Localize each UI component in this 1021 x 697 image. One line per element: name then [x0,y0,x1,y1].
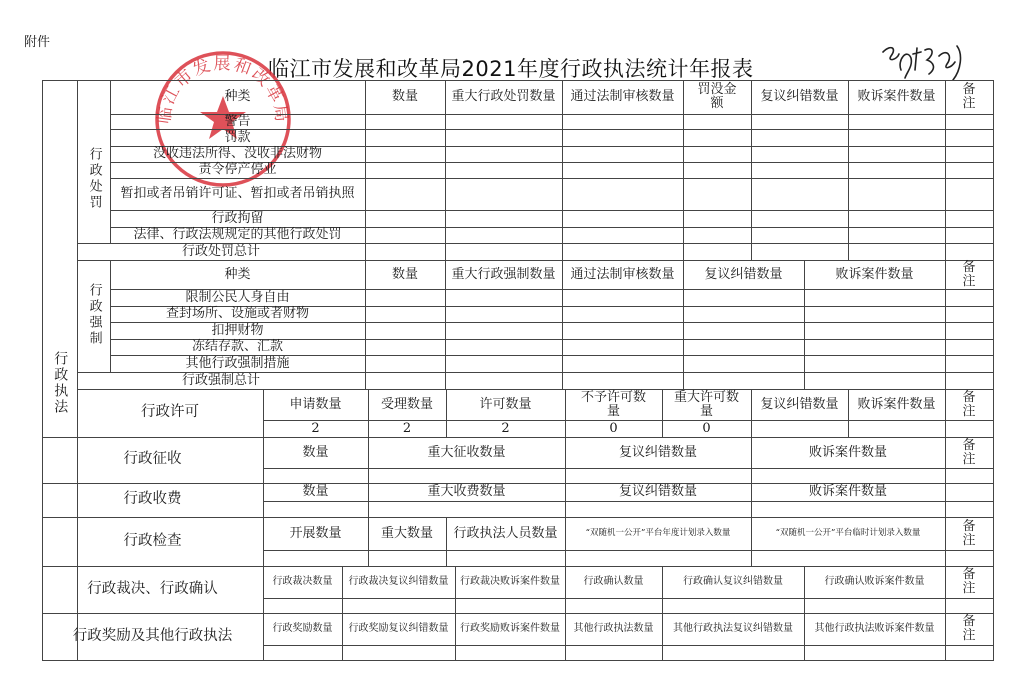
license-header-lost-cases: 败诉案件数量 [857,396,936,412]
levy-block-label: 行政征收 [123,451,182,468]
coercion-header-correction: 复议纠错数量 [704,266,783,282]
inspection-header-conducted: 开展数量 [289,525,342,541]
penalty-header-fine-amount: 罚没金额 [697,82,737,111]
license-header-major: 重大许可数量 [673,389,739,419]
license-block-label: 行政许可 [141,404,199,421]
license-header-remarks: 备注 [962,389,976,419]
penalty-row-warning: 警告 [224,113,251,129]
inspection-header-annual-plan: “双随机一公开”平台年度计划录入数量 [585,528,731,539]
fee-header-count: 数量 [302,484,329,500]
penalty-header-type: 种类 [224,89,251,105]
penalty-row-confiscation: 没收违法所得、没收非法财物 [152,146,322,162]
penalty-total-label: 行政处罚总计 [181,243,260,259]
coercion-header-type: 种类 [224,266,251,282]
fee-header-major: 重大收费数量 [427,484,506,500]
reward-header-remarks: 备注 [962,614,976,643]
reward-header-other-correction: 其他行政执法复议纠错数量 [673,622,793,634]
page-title: 临江市发展和改革局2021年度行政执法统计年报表 [268,57,754,81]
levy-header-remarks: 备注 [962,437,976,467]
penalty-header-review: 通过法制审核数量 [570,89,675,105]
inspection-block-label: 行政检查 [123,532,182,549]
license-value-granted: 2 [501,420,510,436]
inspection-header-temporary-plan: “双随机一公开”平台临时计划录入数量 [775,528,921,539]
coercion-row-freezing: 冻结存款、汇款 [191,339,283,355]
seal-text: 临江市发展和改革局 [154,54,292,126]
inspection-header-remarks: 备注 [962,518,976,548]
license-value-denied: 0 [609,420,618,436]
reward-header-reward-lost: 行政奖励败诉案件数量 [460,622,560,634]
coercion-header-count: 数量 [391,266,418,282]
levy-header-lost-cases: 败诉案件数量 [808,444,887,460]
penalty-header-remarks: 备注 [962,82,976,111]
license-value-major: 0 [702,420,711,436]
ruling-header-confirm-correction: 行政确认复议纠错数量 [683,575,783,587]
coercion-row-seizure: 扣押财物 [211,322,264,338]
levy-header-major: 重大征收数量 [427,444,506,460]
ruling-header-confirm-count: 行政确认数量 [583,575,644,587]
inspection-header-officers: 行政执法人员数量 [453,525,558,541]
levy-header-correction: 复议纠错数量 [618,444,697,460]
ruling-header-ruling-count: 行政裁决数量 [272,575,333,587]
coercion-header-review: 通过法制审核数量 [570,266,675,282]
license-header-accepted: 受理数量 [380,396,433,412]
license-header-correction: 复议纠错数量 [760,396,839,412]
license-value-accepted: 2 [402,420,412,436]
coercion-row-sealing: 查封场所、设施或者财物 [165,306,309,322]
penalty-header-count: 数量 [391,89,418,105]
reward-header-reward-correction: 行政奖励复议纠错数量 [348,622,449,634]
reward-header-other-count: 其他行政执法数量 [573,622,654,634]
penalty-row-suspension: 责令停产停业 [198,162,277,178]
penalty-row-fine: 罚款 [224,129,251,145]
levy-header-count: 数量 [302,444,329,460]
coercion-header-remarks: 备注 [962,259,976,289]
license-header-denied: 不予许可数量 [580,389,646,419]
license-header-applications: 申请数量 [289,396,342,412]
penalty-block-label: 行政处罚 [86,146,102,211]
reward-header-reward-count: 行政奖励数量 [272,622,333,634]
coercion-total-label: 行政强制总计 [181,372,260,388]
ruling-header-ruling-correction: 行政裁决复议纠错数量 [348,575,449,587]
penalty-header-correction: 复议纠错数量 [760,89,839,105]
ruling-header-ruling-lost: 行政裁决败诉案件数量 [460,575,560,587]
penalty-row-other: 法律、行政法规规定的其他行政处罚 [133,227,342,243]
fee-header-lost-cases: 败诉案件数量 [808,484,887,500]
ruling-header-confirm-lost: 行政确认败诉案件数量 [824,575,925,587]
reward-block-label: 行政奖励及其他行政执法 [72,627,233,644]
penalty-row-detention: 行政拘留 [211,210,264,226]
license-value-applications: 2 [311,420,320,436]
coercion-header-lost-cases: 败诉案件数量 [835,266,914,282]
section-label-enforcement: 行政执法 [52,350,69,415]
license-header-granted: 许可数量 [479,396,532,412]
penalty-row-license-revocation: 暂扣或者吊销许可证、暂扣或者吊销执照 [120,186,355,202]
penalty-header-major: 重大行政处罚数量 [451,89,556,105]
coercion-block-label: 行政强制 [86,283,102,347]
coercion-row-other: 其他行政强制措施 [185,355,290,371]
coercion-row-restriction: 限制公民人身自由 [185,289,290,305]
fee-header-correction: 复议纠错数量 [618,484,697,500]
inspection-header-major: 重大数量 [380,525,433,541]
penalty-header-lost-cases: 败诉案件数量 [857,89,936,105]
attachment-label: 附件 [24,35,51,50]
ruling-block-label: 行政裁决、行政确认 [87,580,218,597]
ruling-header-remarks: 备注 [962,567,976,596]
fee-block-label: 行政收费 [123,491,182,508]
reward-header-other-lost: 其他行政执法败诉案件数量 [814,622,935,634]
coercion-header-major: 重大行政强制数量 [451,266,556,282]
